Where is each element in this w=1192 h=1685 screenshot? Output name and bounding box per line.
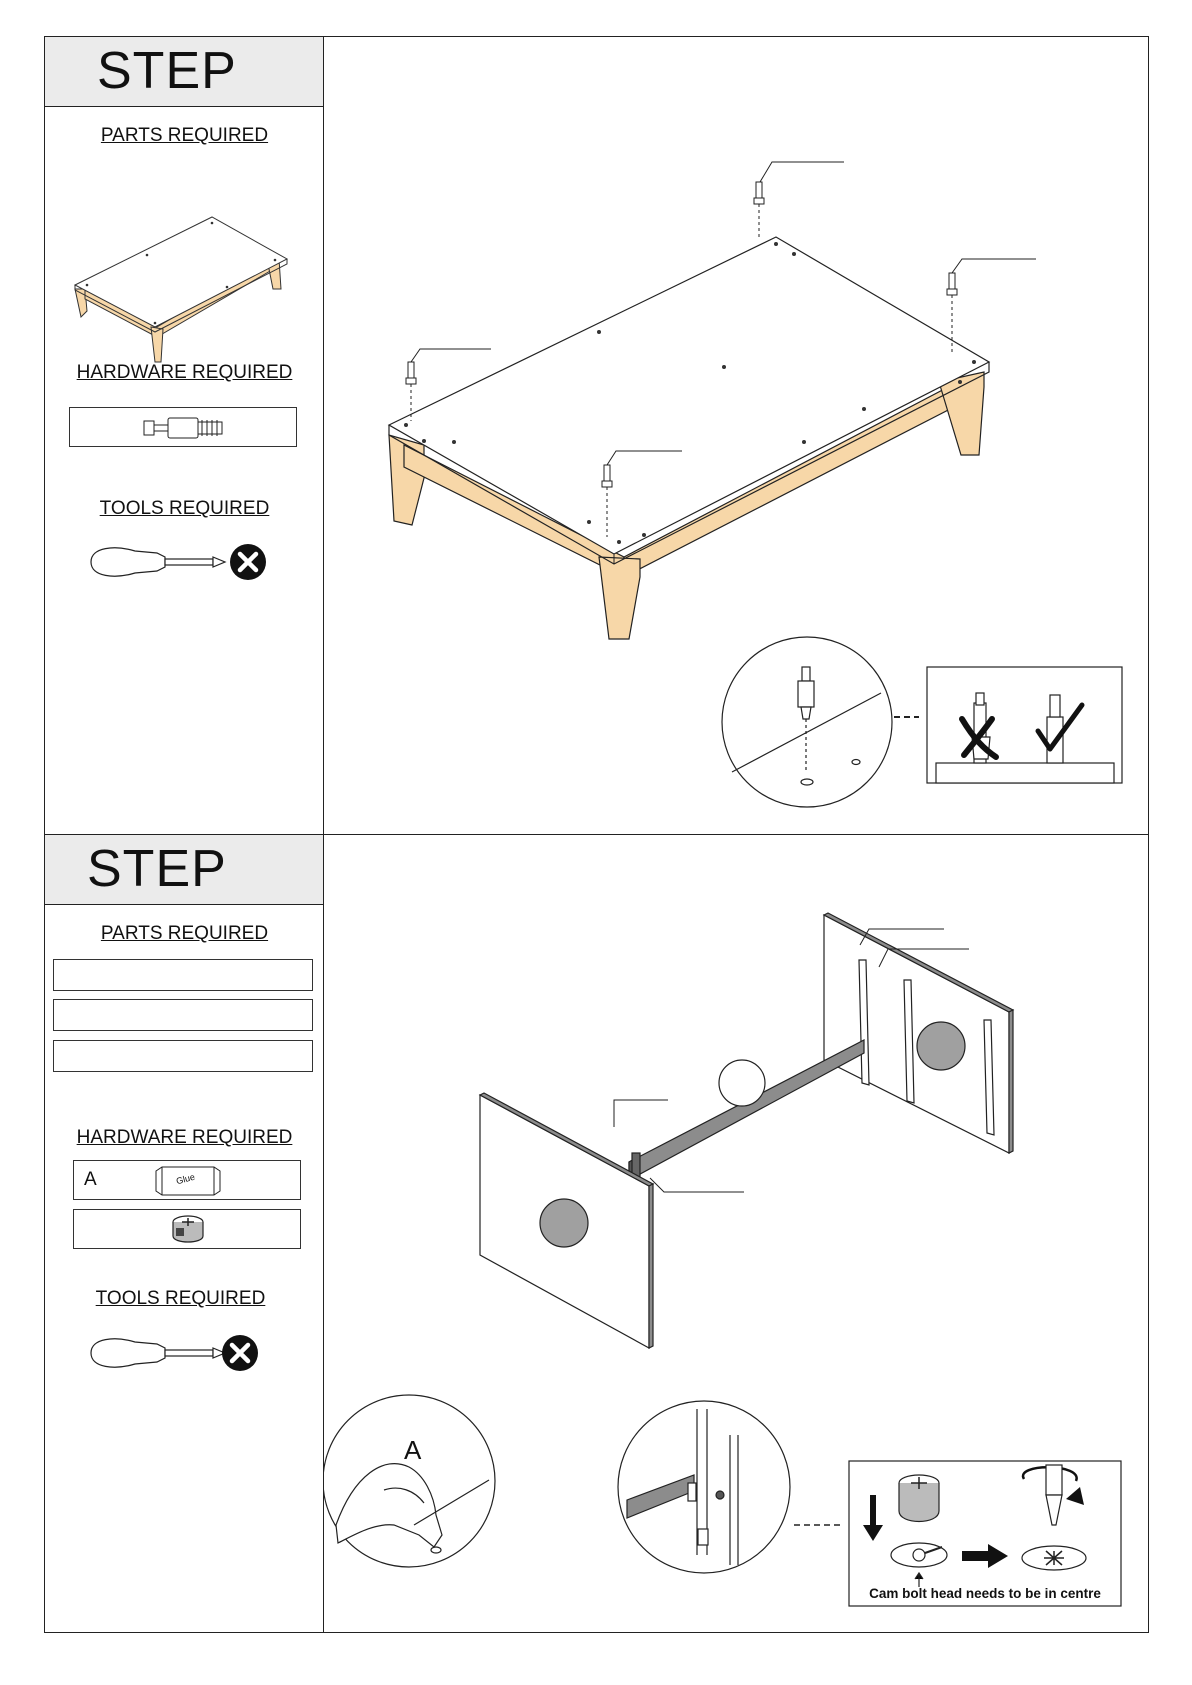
step-1-hardware-header: HARDWARE REQUIRED	[76, 362, 293, 383]
parts-slot-2	[53, 999, 313, 1031]
step-2-illustration	[324, 835, 1148, 1632]
parts-slot-1	[53, 959, 313, 991]
step-1-header	[45, 37, 323, 107]
step-1-sidebar	[45, 37, 324, 834]
step-1-panel	[44, 36, 1149, 835]
no-power-tool-icon	[222, 1335, 258, 1371]
step-1-parts-header: PARTS REQUIRED	[100, 125, 269, 146]
step-1-illustration	[324, 37, 1148, 834]
hardware-item-a	[73, 1160, 301, 1200]
no-power-tool-icon	[230, 544, 266, 580]
step-1-title: STEP	[97, 42, 237, 100]
bed-frame-icon	[67, 177, 307, 367]
screwdriver-icon	[91, 548, 225, 576]
screwdriver-icon	[91, 1339, 225, 1367]
step-2-tools-header: TOOLS REQUIRED	[95, 1288, 266, 1309]
hardware-item-cam	[73, 1209, 301, 1249]
step-2-title: STEP	[87, 840, 227, 898]
step-2-parts-header: PARTS REQUIRED	[100, 923, 269, 944]
step-1-tools-header: TOOLS REQUIRED	[99, 498, 270, 519]
cam-bolt-icon	[70, 408, 298, 448]
glue-label: Glue	[175, 1171, 196, 1187]
parts-slot-3	[53, 1040, 313, 1072]
cam-lock-icon	[168, 1212, 208, 1248]
cam-note: Cam bolt head needs to be in centre	[869, 1586, 1101, 1601]
detail-a-label: A	[404, 1435, 422, 1465]
step-2-header	[45, 835, 323, 905]
step-2-tools	[85, 1328, 285, 1378]
step-2-sidebar	[45, 835, 324, 1632]
step-1-tools	[85, 537, 285, 587]
step-1-hardware-box	[69, 407, 297, 447]
step-2-panel	[44, 834, 1149, 1633]
step-2-hardware-header: HARDWARE REQUIRED	[76, 1127, 293, 1148]
hardware-item-a-label: A	[84, 1169, 97, 1190]
